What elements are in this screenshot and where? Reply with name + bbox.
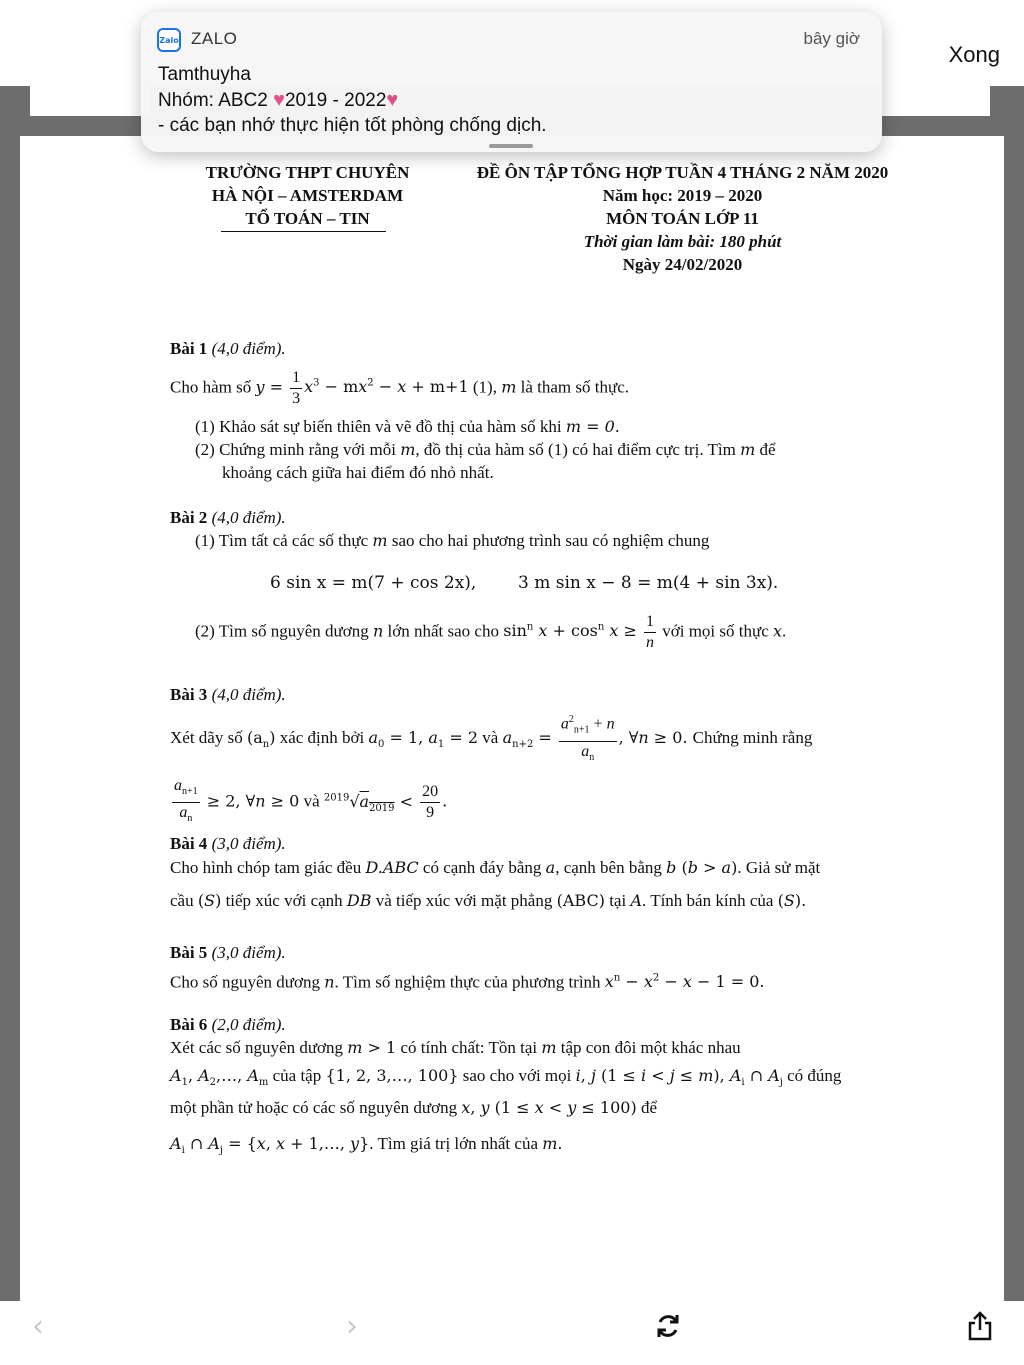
subject: MÔN TOÁN LỚP 11 <box>606 209 759 228</box>
bai1-heading <box>170 338 286 360</box>
bai4-heading: Bài 4 (3,0 điểm). <box>170 834 286 853</box>
bai1-points: (4,0 điểm). <box>211 339 286 358</box>
bai2-heading: Bài 2 (4,0 điểm). <box>170 508 286 527</box>
header-underline <box>221 231 386 232</box>
bai1-part2-line2: khoảng cách giữa hai điểm đó nhỏ nhất. <box>222 463 494 482</box>
exam-date: Ngày 24/02/2020 <box>622 255 743 274</box>
school-name-line2: HÀ NỘI – AMSTERDAM <box>211 186 404 205</box>
school-name-line1: TRƯỜNG THPT CHUYÊN <box>205 163 410 182</box>
bai3-heading: Bài 3 (4,0 điểm). <box>170 685 286 704</box>
chevron-right-icon[interactable]: › <box>346 1309 358 1344</box>
notification-message: - các bạn nhớ thực hiện tốt phòng chống dịch. <box>158 115 547 136</box>
school-year: Năm học: 2019 – 2020 <box>602 186 763 205</box>
frame-notch-left <box>30 86 150 116</box>
bai2-equation2: 3 m sin x − 8 = m(4 + sin 3x). <box>518 573 779 593</box>
heart-icon: ♥ <box>273 89 285 111</box>
heart-icon: ♥ <box>386 89 399 111</box>
share-icon[interactable] <box>966 1310 996 1344</box>
bai6-heading: Bài 6 (2,0 điểm). <box>170 1015 286 1034</box>
bai1-part2: (2) Chứng minh rằng với mỗi m, đồ thị của hàm số (1) có hai điểm cực trị. Tìm m để <box>195 440 776 459</box>
bai5-line: Cho số nguyên dương n. Tìm số nghiệm thực của phương trình $x^n - x^2 - x - 1 = 0$. <box>170 972 765 992</box>
zalo-notification[interactable] <box>141 12 882 152</box>
rotate-icon[interactable] <box>652 1310 686 1344</box>
bai4-line1: Cho hình chóp tam giác đều D.ABC có cạnh đáy bằng a, cạnh bên bằng b (b > a). Giả sử mặt <box>170 858 821 877</box>
bai6-line1: Xét các số nguyên dương m > 1 có tính chất: Tồn tại m tập con đôi một khác nhau <box>170 1038 741 1057</box>
bai6-line4: $A_i$ ∩ $A_j = \{x$, x + 1,…, y}. Tìm giá trị lớn nhất của m. <box>170 1134 563 1157</box>
notification-time: bây giờ <box>803 29 860 48</box>
bai3-line2: $\frac{a_{n+1}}{a_n}$ ≥ 2, ∀n ≥ 0 và $^{2019}√a_{2019}$ < $\frac{20}{9}$ . <box>174 777 448 825</box>
duration: Thời gian làm bài: 180 phút <box>583 232 782 251</box>
bai2-part1: (1) Tìm tất cả các số thực m sao cho hai phương trình sau có nghiệm chung <box>195 531 710 550</box>
notification-app-name: ZALO <box>191 29 238 48</box>
bai6-line2: $A_1$, $A_2,\dots$, $A_m$ của tập {1, 2, 3,…, 100} sao cho với mọi i, j (1 ≤ i < j ≤ m), $A_i$ ∩ $A_j$ có đúng <box>170 1066 842 1089</box>
bai3-line1: Xét dãy số $(a_n)$ xác định bởi $a_0 = 1$, $a_1 = 2$ và $a_{n+2}$ = $\frac{a^2_{n+1} + n}{a_n}$ , ∀n ≥ 0. Chứng minh rằng <box>170 710 812 768</box>
done-button[interactable]: Xong <box>948 42 1000 67</box>
chevron-left-icon[interactable]: ‹ <box>32 1309 44 1344</box>
notification-group: Nhóm: ABC2 ♥2019 - 2022♥ <box>158 89 399 111</box>
notification-sender: Tamthuyha <box>158 64 251 85</box>
exam-title: ĐỀ ÔN TẬP TỔNG HỢP TUẦN 4 THÁNG 2 NĂM 2020 <box>476 163 889 182</box>
bottom-toolbar <box>0 1301 1024 1365</box>
frame-notch-right <box>880 86 990 116</box>
bai2-part2: (2) Tìm số nguyên dương n lớn nhất sao cho $\sin^n x + \cos^n x$ ≥ $\frac{1}{n}$ với mọi số thực x. <box>195 613 787 651</box>
bai1-title: Bài 1 <box>170 339 208 358</box>
bai5-heading: Bài 5 (3,0 điểm). <box>170 943 286 962</box>
bai6-line3: một phần tử hoặc có các số nguyên dương x, y (1 ≤ x < y ≤ 100) để <box>170 1098 657 1117</box>
bai2-equation1: 6 sin x = m(7 + cos 2x), <box>270 573 477 593</box>
bai1-intro: Cho hàm số y = $\frac{1}{3}$ $x^3 - mx^2 - x + m+1$ (1), m là tham số thực. <box>170 369 629 407</box>
department-name: TỔ TOÁN – TIN <box>245 209 370 228</box>
bai4-line2: cầu (S) tiếp xúc với cạnh DB và tiếp xúc với mặt phẳng (ABC) tại A. Tính bán kính của (S). <box>170 891 807 910</box>
notification-grabber[interactable] <box>489 144 533 148</box>
bai1-part1: (1) Khảo sát sự biến thiên và vẽ đồ thị của hàm số khi m = 0. <box>195 417 620 436</box>
zalo-app-icon: Zalo <box>157 28 181 52</box>
